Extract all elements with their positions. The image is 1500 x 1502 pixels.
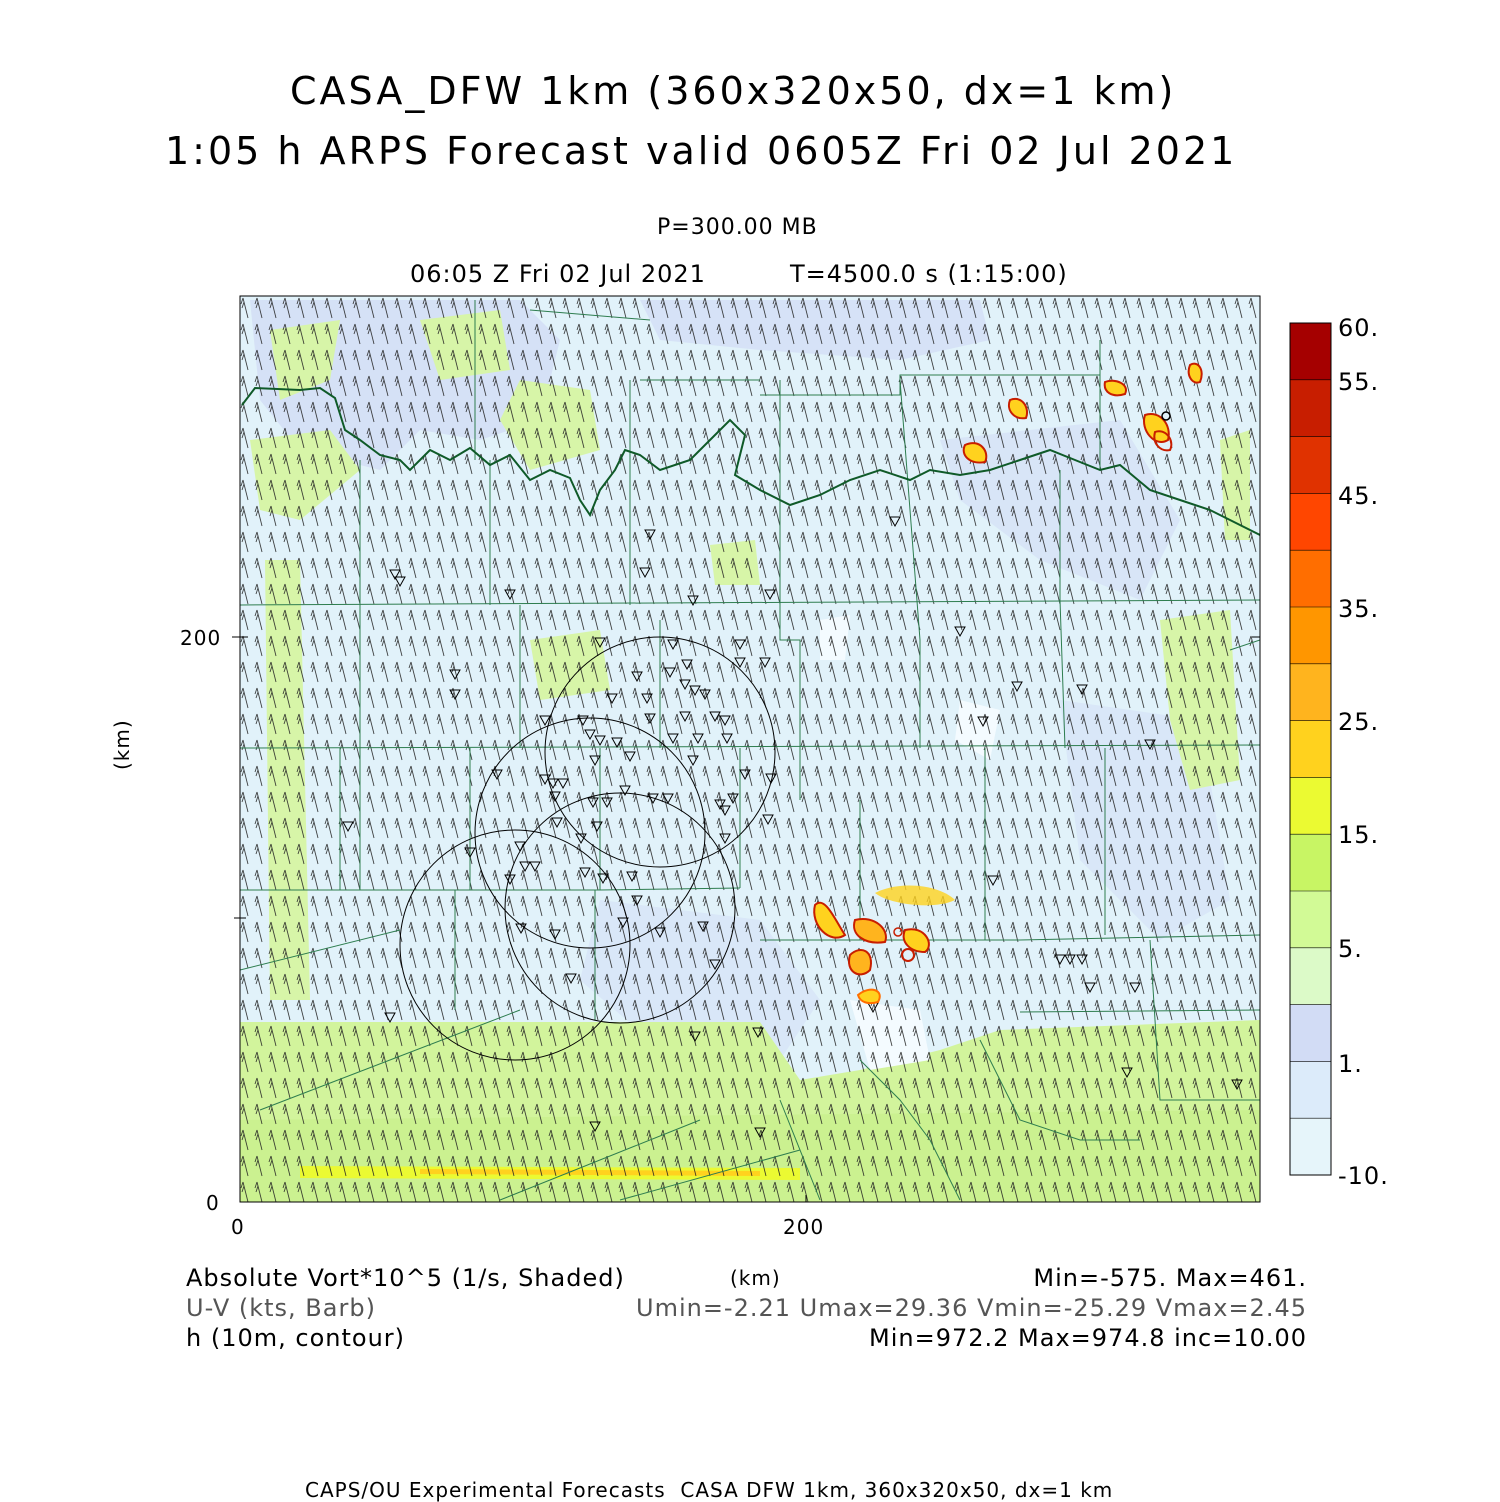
colorbar-segment	[1290, 550, 1331, 607]
title-line-2: 1:05 h ARPS Forecast valid 0605Z Fri 02 Jul 2021	[165, 129, 1238, 173]
field-vorticity-label: Absolute Vort*10^5 (1/s, Shaded)	[186, 1264, 625, 1292]
colorbar-label-55: 55.	[1338, 368, 1380, 396]
colorbar-segment	[1290, 493, 1331, 550]
colorbar-label-1: 1.	[1338, 1050, 1363, 1078]
credit-line: CAPS/OU Experimental Forecasts CASA DFW 1km, 360x320x50, dx=1 km	[305, 1478, 1114, 1502]
colorbar-segment	[1290, 721, 1331, 778]
y-axis-label: (km)	[110, 719, 134, 770]
colorbar-label-45: 45.	[1338, 482, 1380, 510]
colorbar-label-25: 25.	[1338, 708, 1380, 736]
colorbar-label-15: 15.	[1338, 821, 1380, 849]
colorbar-label-35: 35.	[1338, 595, 1380, 623]
title-line-1: CASA_DFW 1km (360x320x50, dx=1 km)	[290, 69, 1177, 113]
colorbar-segment	[1290, 664, 1331, 721]
y-tick-200: 200	[180, 626, 222, 650]
field-height-stats: Min=972.2 Max=974.8 inc=10.00	[869, 1324, 1307, 1352]
colorbar-segment	[1290, 380, 1331, 437]
colorbar-label-neg10: -10.	[1338, 1162, 1389, 1190]
pressure-level: P=300.00 MB	[657, 215, 818, 240]
field-wind-label: U-V (kts, Barb)	[186, 1294, 376, 1322]
colorbar-segment	[1290, 777, 1331, 834]
colorbar-segment	[1290, 891, 1331, 948]
x-tick-200: 200	[783, 1215, 825, 1239]
vorticity-shading	[240, 296, 1260, 1202]
x-axis-label: (km)	[730, 1266, 781, 1290]
forecast-time: T=4500.0 s (1:15:00)	[790, 260, 1068, 288]
x-tick-0: 0	[231, 1215, 245, 1239]
colorbar-segment	[1290, 323, 1331, 380]
colorbar-segment	[1290, 1005, 1331, 1062]
field-wind-stats: Umin=-2.21 Umax=29.36 Vmin=-25.29 Vmax=2.45	[636, 1294, 1307, 1322]
colorbar-segment	[1290, 1118, 1331, 1175]
valid-time: 06:05 Z Fri 02 Jul 2021	[410, 260, 706, 288]
y-tick-0: 0	[206, 1191, 220, 1215]
colorbar-label-5: 5.	[1338, 935, 1363, 963]
colorbar-label-60: 60.	[1338, 314, 1380, 342]
colorbar	[1290, 323, 1331, 1176]
colorbar-segment	[1290, 607, 1331, 664]
colorbar-segment	[1290, 948, 1331, 1005]
colorbar-segment	[1290, 834, 1331, 891]
field-height-label: h (10m, contour)	[186, 1324, 406, 1352]
field-vorticity-stats: Min=-575. Max=461.	[1033, 1264, 1307, 1292]
colorbar-segment	[1290, 1061, 1331, 1118]
colorbar-segment	[1290, 437, 1331, 494]
